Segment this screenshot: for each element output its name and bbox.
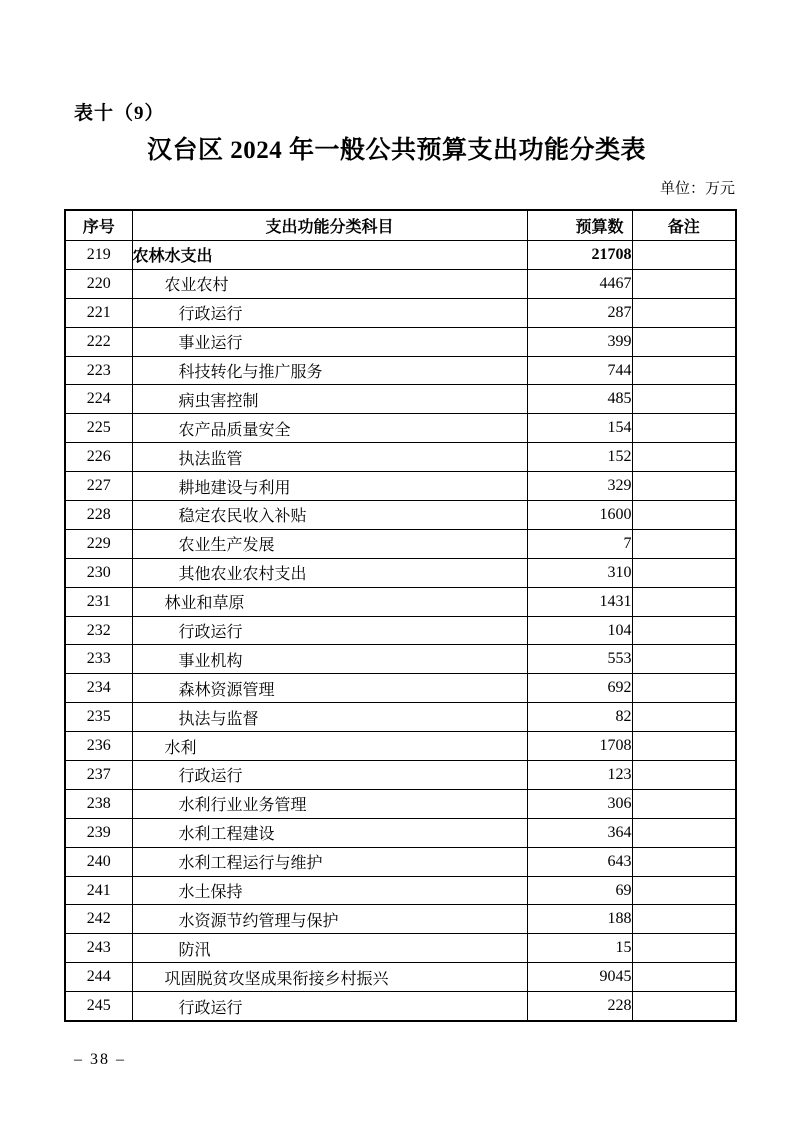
table-row [65, 847, 736, 876]
seq-cell: 241 [65, 876, 132, 905]
table-row [65, 414, 736, 443]
remark-cell [632, 934, 736, 963]
subject-cell: 巩固脱贫攻坚成果衔接乡村振兴 [132, 963, 527, 992]
table-row [65, 674, 736, 703]
remark-cell [632, 472, 736, 501]
budget-cell: 287 [527, 298, 632, 327]
table-row [65, 761, 736, 790]
subject-cell: 农业生产发展 [132, 529, 527, 558]
budget-cell: 643 [527, 847, 632, 876]
remark-cell [632, 298, 736, 327]
budget-cell: 364 [527, 818, 632, 847]
seq-cell: 240 [65, 847, 132, 876]
seq-cell: 232 [65, 616, 132, 645]
budget-table [64, 209, 737, 1022]
subject-cell: 森林资源管理 [132, 674, 527, 703]
seq-cell: 234 [65, 674, 132, 703]
table-body [65, 241, 736, 1022]
remark-cell [632, 847, 736, 876]
seq-cell: 233 [65, 645, 132, 674]
remark-cell [632, 674, 736, 703]
remark-cell [632, 501, 736, 530]
subject-cell: 水利工程运行与维护 [132, 847, 527, 876]
seq-cell: 224 [65, 385, 132, 414]
subject-cell: 稳定农民收入补贴 [132, 501, 527, 530]
budget-cell: 21708 [527, 241, 632, 270]
seq-cell: 221 [65, 298, 132, 327]
seq-cell: 223 [65, 356, 132, 385]
remark-cell [632, 876, 736, 905]
table-row [65, 703, 736, 732]
subject-cell: 农业农村 [132, 269, 527, 298]
remark-cell [632, 529, 736, 558]
budget-cell: 329 [527, 472, 632, 501]
subject-cell: 耕地建设与利用 [132, 472, 527, 501]
seq-cell: 237 [65, 761, 132, 790]
budget-cell: 228 [527, 992, 632, 1021]
budget-cell: 82 [527, 703, 632, 732]
remark-cell [632, 443, 736, 472]
table-row [65, 963, 736, 992]
budget-cell: 152 [527, 443, 632, 472]
remark-cell [632, 761, 736, 790]
seq-cell: 219 [65, 241, 132, 270]
remark-cell [632, 818, 736, 847]
remark-cell [632, 385, 736, 414]
table-row [65, 876, 736, 905]
budget-cell: 188 [527, 905, 632, 934]
table-row [65, 327, 736, 356]
table-row [65, 472, 736, 501]
subject-cell: 其他农业农村支出 [132, 558, 527, 587]
budget-cell: 485 [527, 385, 632, 414]
subject-cell: 水资源节约管理与保护 [132, 905, 527, 934]
table-row [65, 356, 736, 385]
subject-cell: 水土保持 [132, 876, 527, 905]
budget-cell: 1600 [527, 501, 632, 530]
remark-cell [632, 269, 736, 298]
subject-cell: 水利行业业务管理 [132, 789, 527, 818]
remark-cell [632, 905, 736, 934]
subject-cell: 防汛 [132, 934, 527, 963]
subject-cell: 执法监管 [132, 443, 527, 472]
seq-cell: 227 [65, 472, 132, 501]
subject-cell: 水利工程建设 [132, 818, 527, 847]
subject-cell: 农林水支出 [132, 241, 527, 270]
table-row [65, 587, 736, 616]
table-row [65, 616, 736, 645]
remark-cell [632, 789, 736, 818]
table-row [65, 298, 736, 327]
table-row [65, 645, 736, 674]
table-row [65, 529, 736, 558]
seq-cell: 236 [65, 732, 132, 761]
table-row [65, 905, 736, 934]
seq-cell: 235 [65, 703, 132, 732]
budget-cell: 15 [527, 934, 632, 963]
seq-cell: 222 [65, 327, 132, 356]
seq-cell: 230 [65, 558, 132, 587]
subject-cell: 事业机构 [132, 645, 527, 674]
table-row [65, 732, 736, 761]
budget-cell: 4467 [527, 269, 632, 298]
budget-cell: 1431 [527, 587, 632, 616]
budget-cell: 1708 [527, 732, 632, 761]
remark-cell [632, 587, 736, 616]
subject-cell: 林业和草原 [132, 587, 527, 616]
seq-cell: 245 [65, 992, 132, 1021]
budget-cell: 69 [527, 876, 632, 905]
budget-cell: 744 [527, 356, 632, 385]
column-header-budget: 预算数 [527, 210, 632, 241]
seq-cell: 239 [65, 818, 132, 847]
budget-cell: 553 [527, 645, 632, 674]
budget-cell: 9045 [527, 963, 632, 992]
seq-cell: 229 [65, 529, 132, 558]
table-number-label: 表十（9） [74, 103, 165, 124]
table-row [65, 558, 736, 587]
table-row [65, 934, 736, 963]
budget-cell: 123 [527, 761, 632, 790]
subject-cell: 病虫害控制 [132, 385, 527, 414]
subject-cell: 行政运行 [132, 298, 527, 327]
page-title: 汉台区 2024 年一般公共预算支出功能分类表 [146, 137, 646, 164]
seq-cell: 228 [65, 501, 132, 530]
budget-cell: 692 [527, 674, 632, 703]
subject-cell: 执法与监督 [132, 703, 527, 732]
table-row [65, 501, 736, 530]
subject-cell: 行政运行 [132, 616, 527, 645]
budget-cell: 154 [527, 414, 632, 443]
remark-cell [632, 963, 736, 992]
seq-cell: 225 [65, 414, 132, 443]
budget-cell: 7 [527, 529, 632, 558]
budget-cell: 306 [527, 789, 632, 818]
seq-cell: 220 [65, 269, 132, 298]
subject-cell: 农产品质量安全 [132, 414, 527, 443]
seq-cell: 243 [65, 934, 132, 963]
remark-cell [632, 356, 736, 385]
subject-cell: 科技转化与推广服务 [132, 356, 527, 385]
column-header-subject: 支出功能分类科目 [132, 210, 527, 241]
remark-cell [632, 327, 736, 356]
table-row [65, 992, 736, 1021]
remark-cell [632, 703, 736, 732]
remark-cell [632, 241, 736, 270]
table-row [65, 789, 736, 818]
subject-cell: 事业运行 [132, 327, 527, 356]
table-row [65, 443, 736, 472]
subject-cell: 行政运行 [132, 761, 527, 790]
table-row [65, 269, 736, 298]
column-header-remark: 备注 [632, 210, 736, 241]
subject-cell: 水利 [132, 732, 527, 761]
seq-cell: 231 [65, 587, 132, 616]
unit-note: 单位：万元 [659, 181, 735, 197]
remark-cell [632, 645, 736, 674]
remark-cell [632, 558, 736, 587]
seq-cell: 244 [65, 963, 132, 992]
remark-cell [632, 414, 736, 443]
subject-cell: 行政运行 [132, 992, 527, 1021]
seq-cell: 226 [65, 443, 132, 472]
table-row [65, 818, 736, 847]
remark-cell [632, 616, 736, 645]
budget-cell: 399 [527, 327, 632, 356]
column-header-seq: 序号 [65, 210, 132, 241]
table-row [65, 385, 736, 414]
remark-cell [632, 992, 736, 1021]
seq-cell: 238 [65, 789, 132, 818]
table-header-row [65, 210, 736, 241]
budget-cell: 104 [527, 616, 632, 645]
seq-cell: 242 [65, 905, 132, 934]
table-row [65, 241, 736, 270]
budget-cell: 310 [527, 558, 632, 587]
page-number: – 38 – [74, 1051, 126, 1068]
remark-cell [632, 732, 736, 761]
